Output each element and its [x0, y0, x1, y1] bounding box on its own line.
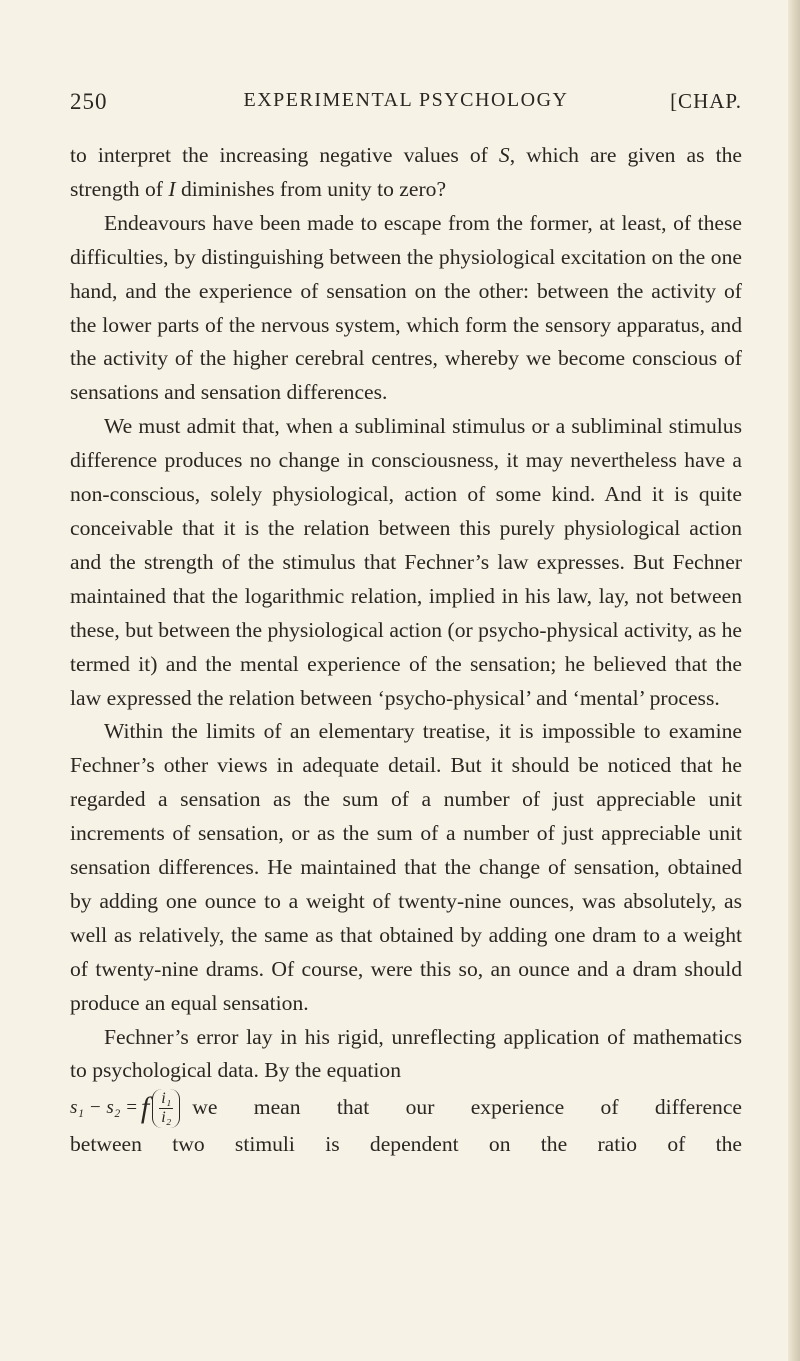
equation [70, 1089, 180, 1128]
equation-lhs: s₁ − s₂ = [70, 1097, 138, 1119]
page-number: 250 [70, 89, 108, 114]
paragraph-p2 [70, 207, 742, 410]
paragraph-p4 [70, 715, 742, 1020]
page-edge [788, 0, 800, 1361]
equation-fraction [152, 1089, 180, 1128]
paragraph-p1 [70, 139, 742, 207]
running-header [70, 89, 742, 121]
text-run: Within the limits of an elementary treatise, it is impossible to examine Fechner’s other views in adequate detail. But it should be noticed that he regarded a sensation as the sum of a number of just appreciable unit increments of sensation, or as the sum of a number of just appreciable unit sensation differences. He maintained that the change of sensation, obtained by adding one ounce to a weight of twenty-nine ounces, was absolutely, as well as relatively, the same as that obtained by adding one dram to a weight of twenty-nine drams. Of course, were this so, an ounce and a dram should produce an equal sensation. [70, 719, 742, 1015]
running-title: EXPERIMENTAL PSYCHOLOGY [243, 89, 569, 111]
text-run: Endeavours have been made to escape from the former, at least, of these difficulties, by distinguishing between the physiological excitation on the one hand, and the experience of sensation on the other: between the activity of the lower parts of the nervous system, which form the sensory apparatus, and the activity of the higher cerebral centres, whereby we become conscious of sensations and sensation differences. [70, 210, 742, 405]
chapter-mark: [CHAP. [670, 89, 742, 113]
paragraph-list [70, 139, 742, 1088]
equation-line [70, 1082, 742, 1134]
text-run: , which are given as the strength of [70, 143, 742, 201]
text-run: We must admit that, when a subliminal stimulus or a subliminal stimulus difference produces no change in consciousness, it may nevertheless have a non-conscious, solely physiological, action of some kind. And it is quite conceivable that it is the relation between this purely physiological action and the strength of the stimulus that Fechner’s law expresses. But Fechner maintained that the logarithmic relation, implied in his law, lay, not between these, but between the physiological action (or psycho-physical activity, as he termed it) and the mental experience of the sensation; he believed that the law expressed the relation between ‘psycho-physical’ and ‘mental’ process. [70, 414, 742, 710]
paragraph-p3 [70, 410, 742, 715]
equation-denominator: i₂ [161, 1108, 172, 1126]
italic-symbol: I [168, 176, 176, 201]
body-text [70, 139, 742, 1162]
equation-trailing-text: we mean that our experience of difference [192, 1095, 742, 1120]
text-run: Fechner’s error lay in his rigid, unreflecting application of mathematics to psychological data. By the equation [70, 1024, 742, 1083]
closing-line: between two stimuli is dependent on the ratio of the [70, 1132, 742, 1157]
text-run: diminishes from unity to zero? [175, 176, 447, 201]
equation-function: f [140, 1091, 150, 1125]
text-run: to interpret the increasing negative values of [70, 143, 499, 167]
paragraph-p5 [70, 1021, 742, 1089]
italic-symbol: S [498, 143, 510, 167]
equation-numerator: i₁ [161, 1089, 172, 1107]
